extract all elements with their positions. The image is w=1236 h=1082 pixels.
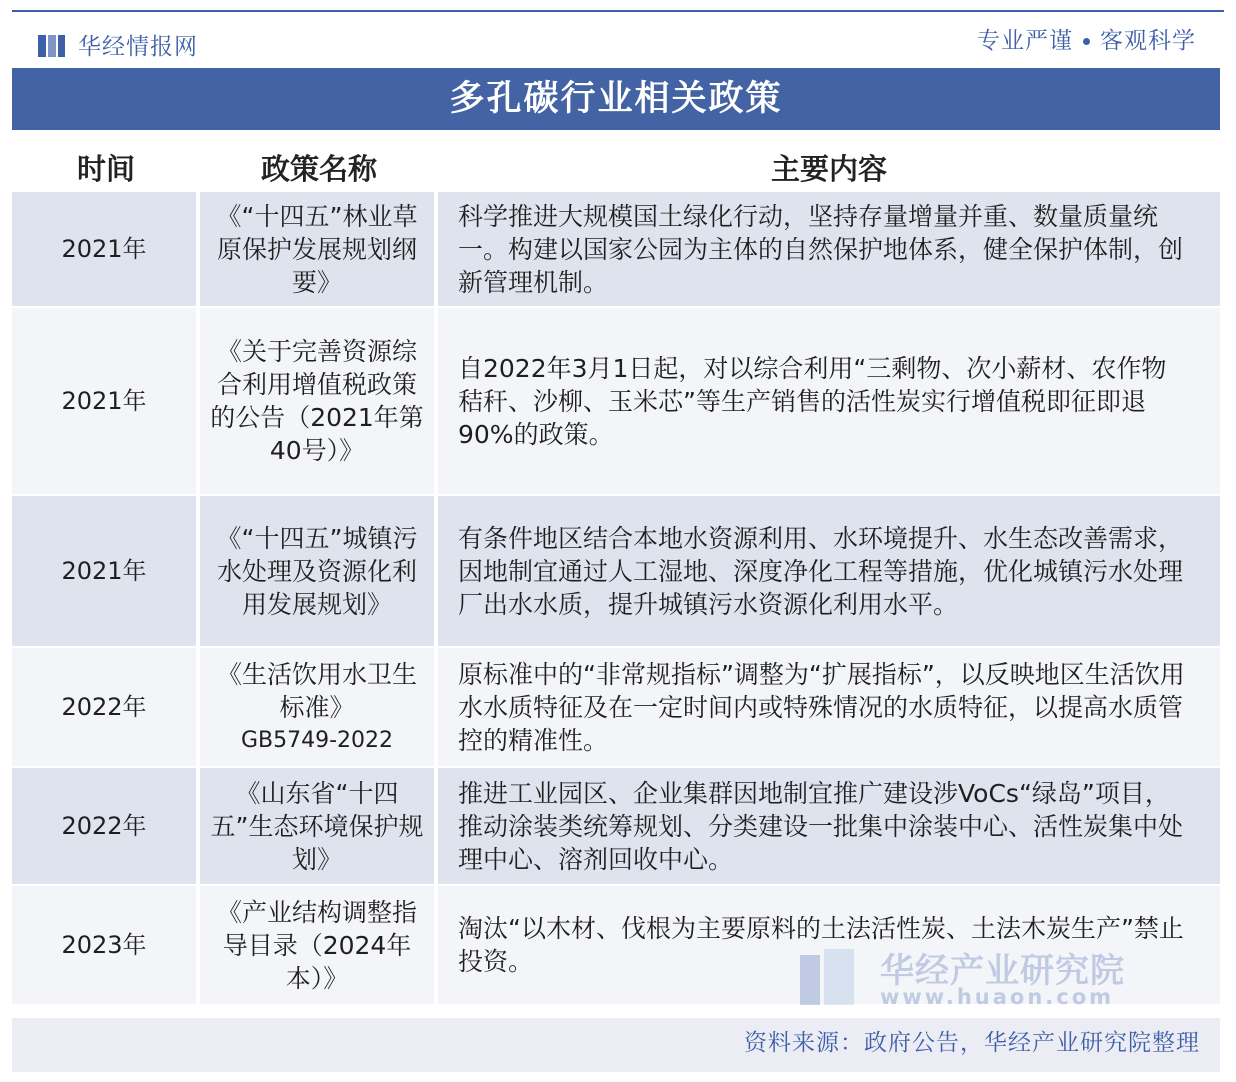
- row-year: 2021年: [12, 308, 200, 494]
- watermark-logo-icon: [800, 949, 860, 1005]
- policy-name-text: 《山东省“十四五”生态环境保护规划》: [210, 778, 424, 874]
- policy-name-text: 《“十四五”林业草原保护发展规划纲要》: [216, 201, 418, 297]
- row-content: 推进工业园区、企业集群因地制宜推广建设涉VoCs“绿岛”项目，推动涂装类统筹规划、分类建设一批集中涂装中心、活性炭集中处理中心、溶剂回收中心。: [438, 768, 1220, 884]
- table-header-row: [12, 144, 1220, 190]
- row-policy-name: [200, 192, 438, 306]
- policy-name-text: 《关于完善资源综合利用增值税政策的公告（2021年第40号）》: [210, 337, 424, 465]
- source-note: 资料来源：政府公告，华经产业研究院整理: [744, 1030, 1200, 1056]
- column-header-main-content: 主要内容: [438, 144, 1220, 190]
- table-row: [12, 768, 1220, 884]
- row-content: 科学推进大规模国土绿化行动，坚持存量增量并重、数量质量统一。构建以国家公园为主体的自然保护地体系，健全保护体制，创新管理机制。: [438, 192, 1220, 306]
- brand-name: 华经情报网: [78, 34, 198, 60]
- row-year: 2023年: [12, 886, 200, 1004]
- row-policy-name: [200, 308, 438, 494]
- row-policy-name: [200, 496, 438, 646]
- policy-code: GB5749-2022: [240, 727, 394, 753]
- bullet-dot-icon: [1083, 38, 1090, 45]
- row-content: 自2022年3月1日起，对以综合利用“三剩物、次小薪材、农作物秸秆、沙柳、玉米芯”等生产销售的活性炭实行增值税即征即退90%的政策。: [438, 308, 1220, 494]
- table-row: [12, 648, 1220, 766]
- slogan: [977, 22, 1196, 55]
- row-year: 2022年: [12, 648, 200, 766]
- table-row: [12, 192, 1220, 306]
- row-content: 淘汰“以木材、伐根为主要原料的土法活性炭、土法木炭生产”禁止投资。: [438, 886, 1220, 1004]
- brand-logo: [38, 28, 198, 61]
- header: [0, 12, 1236, 68]
- row-policy-name: [200, 648, 438, 766]
- policy-name-text: 《“十四五”城镇污水处理及资源化利用发展规划》: [216, 523, 418, 619]
- brand-logo-icon: [38, 32, 68, 58]
- row-policy-name: [200, 886, 438, 1004]
- row-content: 原标准中的“非常规指标”调整为“扩展指标”，以反映地区生活饮用水水质特征及在一定时间内或特殊情况的水质特征，以提高水质管控的精准性。: [438, 648, 1220, 766]
- slogan-left: 专业严谨: [977, 28, 1073, 54]
- row-year: 2021年: [12, 192, 200, 306]
- watermark: [800, 945, 1180, 1015]
- table-row: [12, 308, 1220, 494]
- row-year: 2021年: [12, 496, 200, 646]
- watermark-url: www.huaon.com: [880, 985, 1115, 1009]
- row-content: 有条件地区结合本地水资源利用、水环境提升、水生态改善需求，因地制宜通过人工湿地、深度净化工程等措施，优化城镇污水处理厂出水水质，提升城镇污水资源化利用水平。: [438, 496, 1220, 646]
- row-policy-name: [200, 768, 438, 884]
- policy-name-text: 《生活饮用水卫生标准》: [216, 659, 417, 722]
- column-header-policy-name: 政策名称: [200, 144, 438, 190]
- policy-table: [12, 142, 1220, 1006]
- slogan-right: 客观科学: [1100, 28, 1196, 54]
- row-year: 2022年: [12, 768, 200, 884]
- table-row: [12, 496, 1220, 646]
- watermark-name: 华经产业研究院: [880, 951, 1125, 991]
- policy-name-text: 《产业结构调整指导目录（2024年本）》: [216, 897, 417, 993]
- page-title: 多孔碳行业相关政策: [12, 68, 1220, 130]
- column-header-time: 时间: [12, 144, 200, 190]
